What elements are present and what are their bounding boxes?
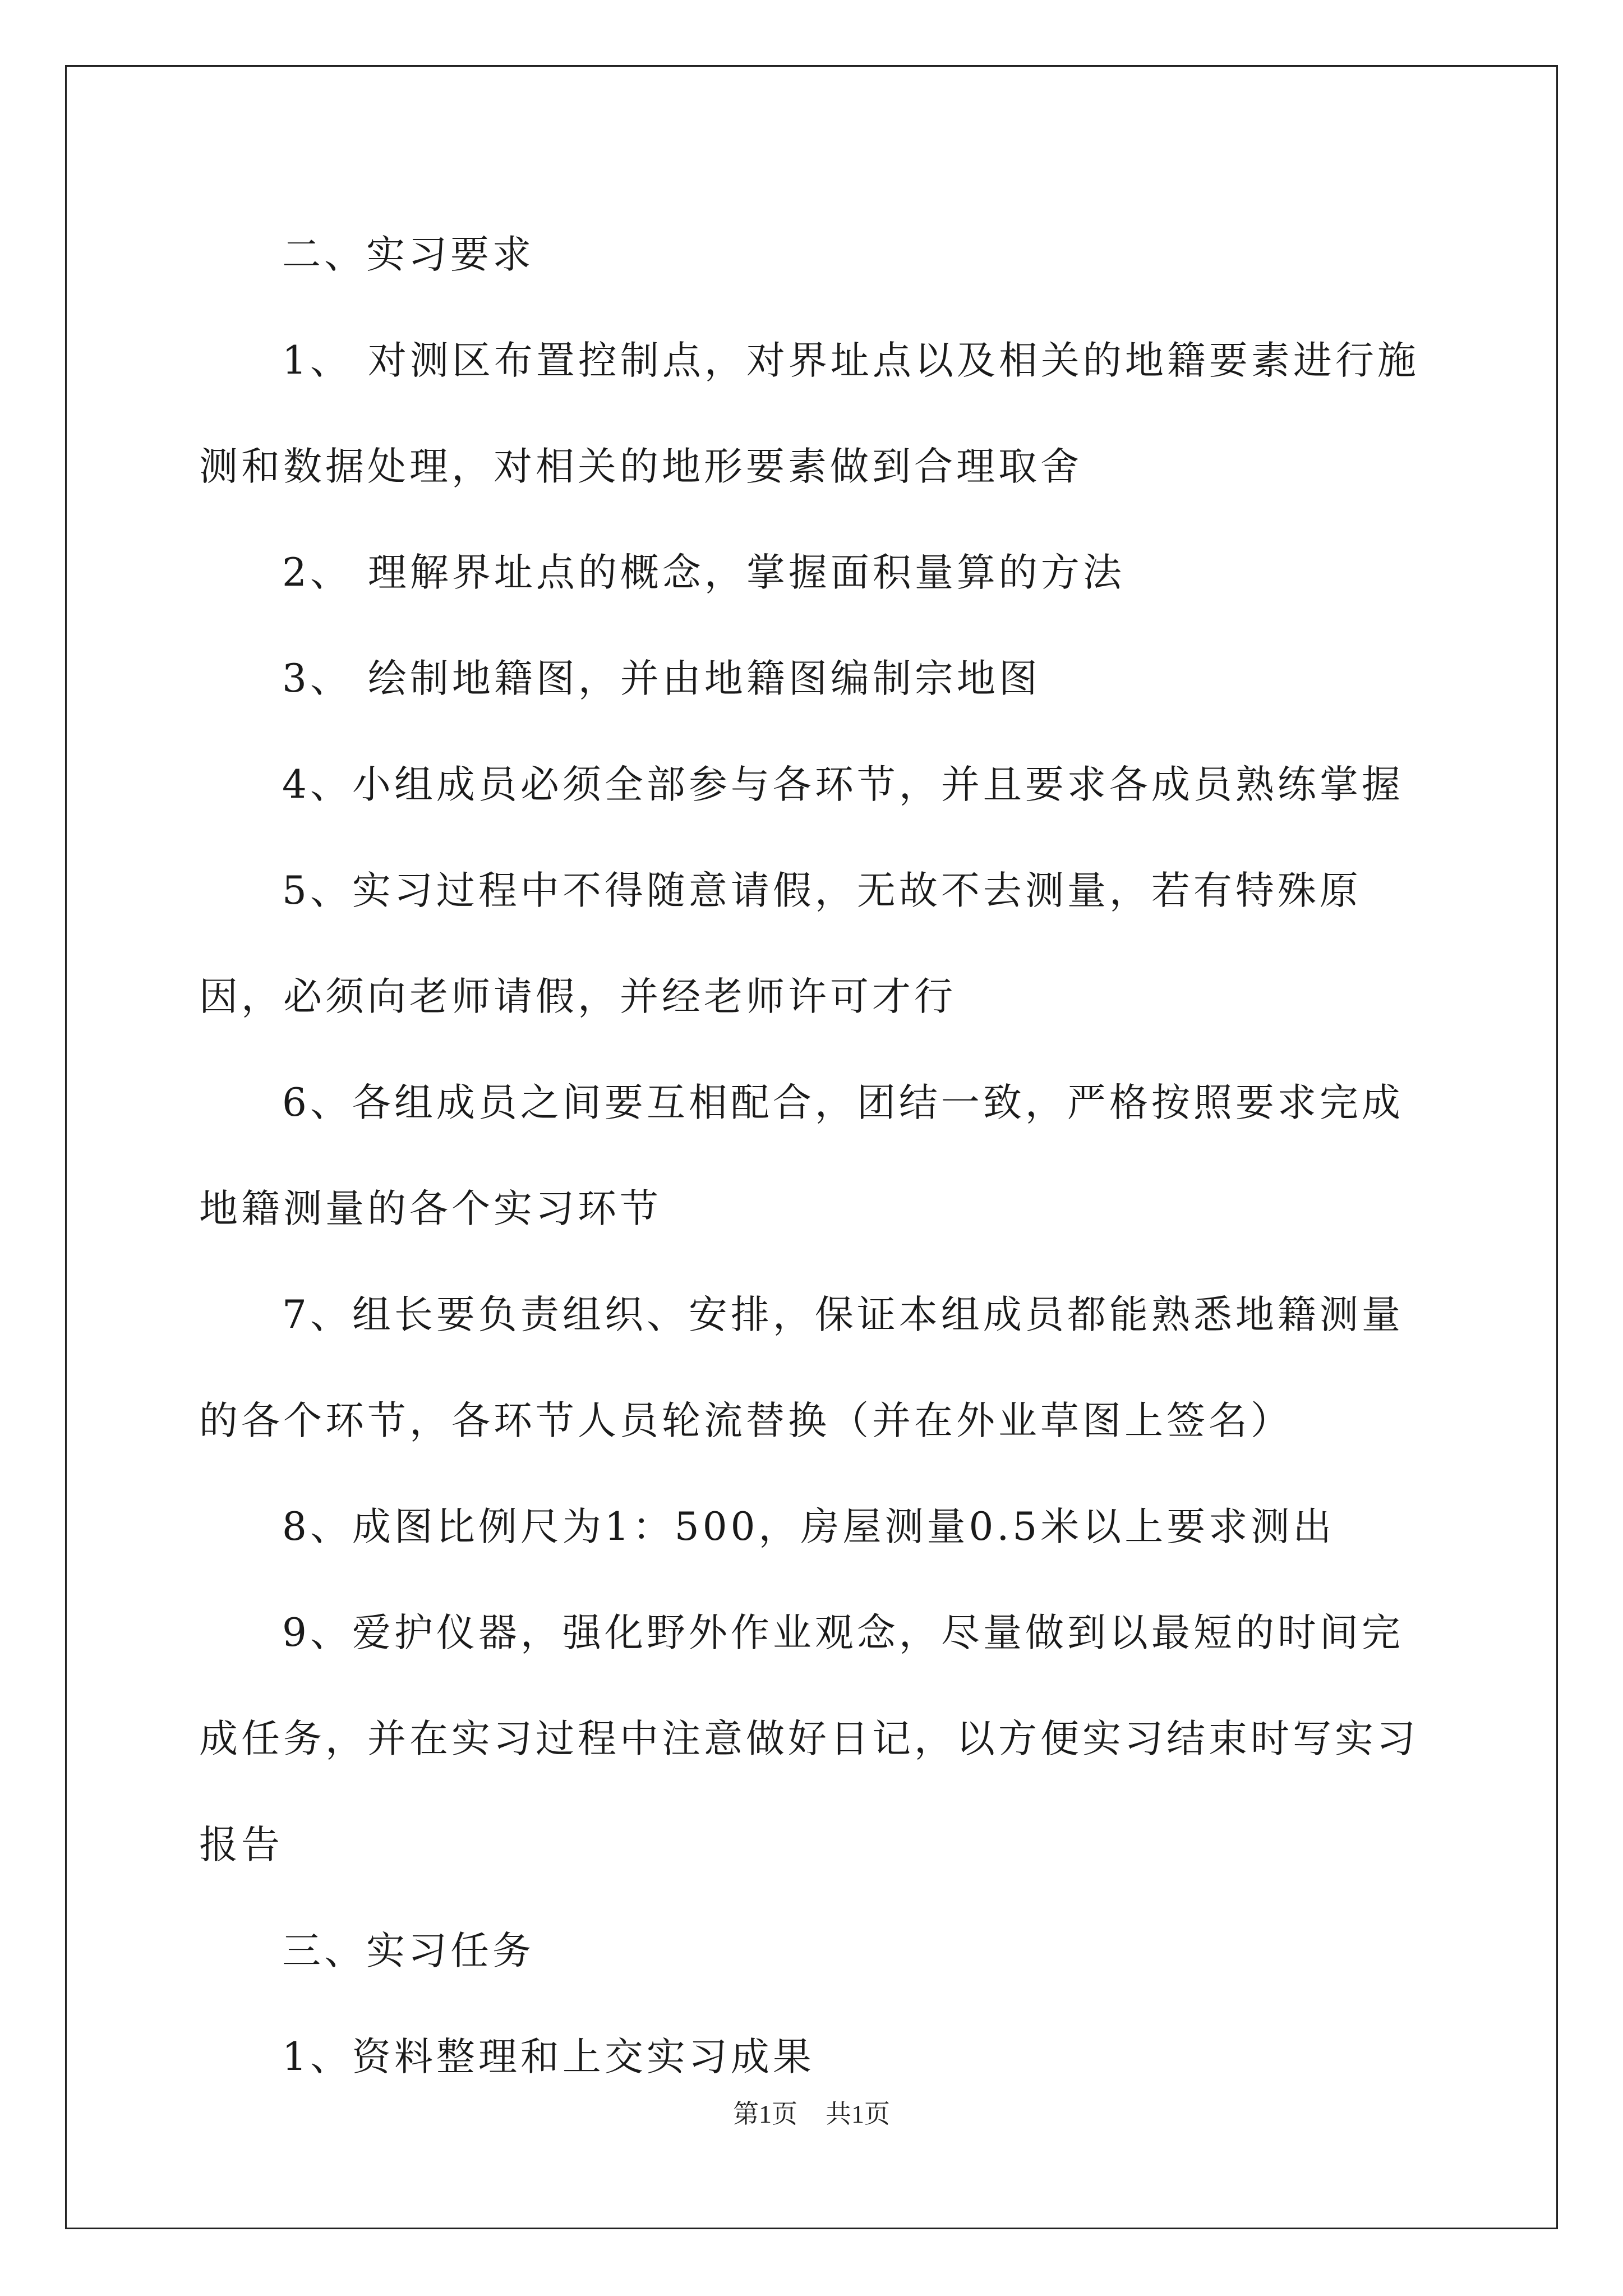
list-item-requirement-8: 8、成图比例尺为1：500，房屋测量0.5米以上要求测出 <box>282 1504 1335 1549</box>
list-item-requirement-2: 2、 理解界址点的概念，掌握面积量算的方法 <box>282 550 1125 595</box>
page-number-total: 共1页 <box>826 2100 890 2128</box>
document-body <box>199 202 1433 2110</box>
section-heading-requirements: 二、实习要求 <box>282 232 534 277</box>
page-number-current: 第1页 <box>733 2100 797 2128</box>
section-heading-tasks: 三、实习任务 <box>282 1929 534 1973</box>
list-item-task-1: 1、资料整理和上交实习成果 <box>282 2035 815 2079</box>
list-item-requirement-4: 4、小组成员必须全部参与各环节，并且要求各成员熟练掌握 <box>282 762 1404 807</box>
list-item-requirement-6: 6、各组成员之间要互相配合，团结一致，严格按照要求完成地籍测量的各个实习环节 <box>199 1080 1404 1231</box>
list-item-requirement-3: 3、 绘制地籍图，并由地籍图编制宗地图 <box>282 656 1041 701</box>
list-item-requirement-9: 9、爱护仪器，强化野外作业观念，尽量做到以最短的时间完成任务，并在实习过程中注意做好日记，以方便实习结束时写实习报告 <box>199 1611 1419 1867</box>
list-item-requirement-1: 1、 对测区布置控制点，对界址点以及相关的地籍要素进行施测和数据处理，对相关的地形要素做到合理取舍 <box>199 338 1419 489</box>
page-footer <box>0 2093 1623 2131</box>
list-item-requirement-5: 5、实习过程中不得随意请假，无故不去测量，若有特殊原因，必须向老师请假，并经老师许可才行 <box>199 868 1362 1019</box>
list-item-requirement-7: 7、组长要负责组织、安排，保证本组成员都能熟悉地籍测量的各个环节，各环节人员轮流替换（并在外业草图上签名） <box>199 1292 1404 1443</box>
